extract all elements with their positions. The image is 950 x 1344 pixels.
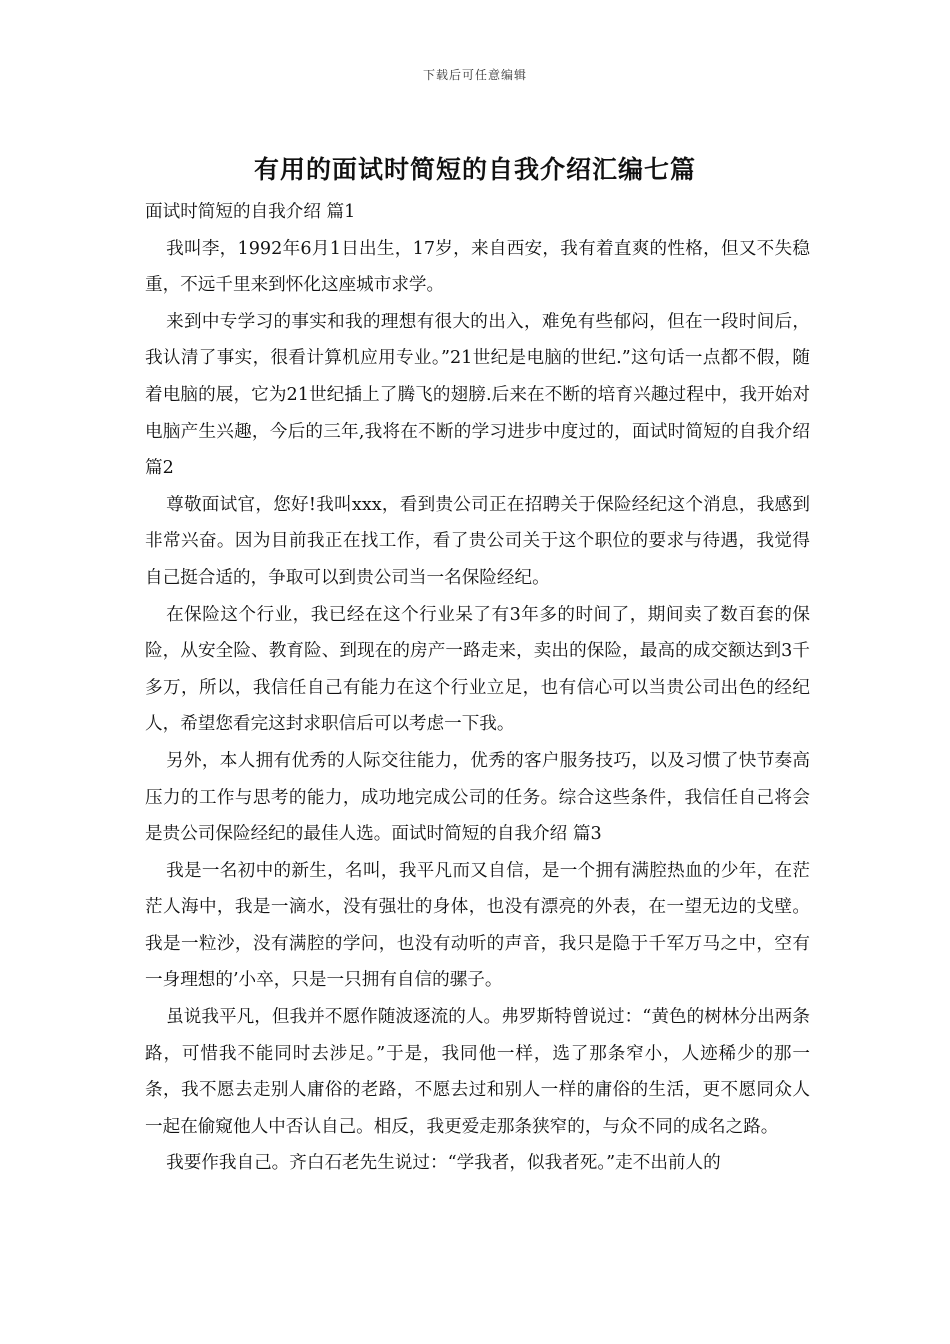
paragraph: 我叫李，1992年6月1日出生，17岁，来自西安，我有着直爽的性格，但又不失稳重，不远千里来到怀化这座城市求学。	[145, 238, 810, 296]
paragraph: 另外，本人拥有优秀的人际交往能力，优秀的客户服务技巧，以及习惯了快节奏高压力的工作与思考的能力，成功地完成公司的任务。综合这些条件，我信任自己将会是贵公司保险经纪的最佳人选。面试时简短的自我介绍 篇3	[145, 750, 810, 845]
section-heading: 面试时简短的自我介绍 篇1	[145, 202, 356, 222]
document-body	[145, 194, 810, 1182]
paragraph: 我是一名初中的新生，名叫，我平凡而又自信，是一个拥有满腔热血的少年，在茫茫人海中，我是一滴水，没有强壮的身体，也没有漂亮的外表，在一望无边的戈壁。我是一粒沙，没有满腔的学问，也没有动听的声音，我只是隐于千军万马之中，空有一身理想的’小卒，只是一只拥有自信的骡子。	[145, 860, 810, 991]
paragraph: 尊敬面试官，您好!我叫xxx，看到贵公司正在招聘关于保险经纪这个消息，我感到非常兴奋。因为目前我正在找工作，看了贵公司关于这个职位的要求与待遇，我觉得自己挺合适的，争取可以到贵公司当一名保险经纪。	[145, 494, 810, 588]
paragraph: 在保险这个行业，我已经在这个行业呆了有3年多的时间了，期间卖了数百套的保险，从安全险、教育险、到现在的房产一路走来，卖出的保险，最高的成交额达到3千多万，所以，我信任自己有能力在这个行业立足，也有信心可以当贵公司出色的经纪人，希望您看完这封求职信后可以考虑一下我。	[145, 604, 810, 735]
paragraph: 来到中专学习的事实和我的理想有很大的出入，难免有些郁闷，但在一段时间后，我认清了事实，很看计算机应用专业。”21世纪是电脑的世纪.”这句话一点都不假，随着电脑的展，它为21世纪插上了腾飞的翅膀.后来在不断的培育兴趣过程中，我开始对电脑产生兴趣，今后的三年,我将在不断的学习进步中度过的，面试时简短的自我介绍 篇2	[145, 311, 810, 479]
paragraph: 虽说我平凡，但我并不愿作随波逐流的人。弗罗斯特曾说过：“黄色的树林分出两条路，可惜我不能同时去涉足。”于是，我同他一样，选了那条窄小，人迹稀少的那一条，我不愿去走别人庸俗的老路，不愿去过和别人一样的庸俗的生活，更不愿同众人一起在偷窥他人中否认自己。相反，我更爱走那条狭窄的，与众不同的成名之路。	[145, 1007, 810, 1137]
paragraph: 我要作我自己。齐白石老先生说过：“学我者，似我者死。”走不出前人的	[166, 1153, 721, 1174]
header-note: 下载后可任意编辑	[422, 68, 527, 82]
document-title: 有用的面试时简短的自我介绍汇编七篇	[253, 155, 696, 184]
